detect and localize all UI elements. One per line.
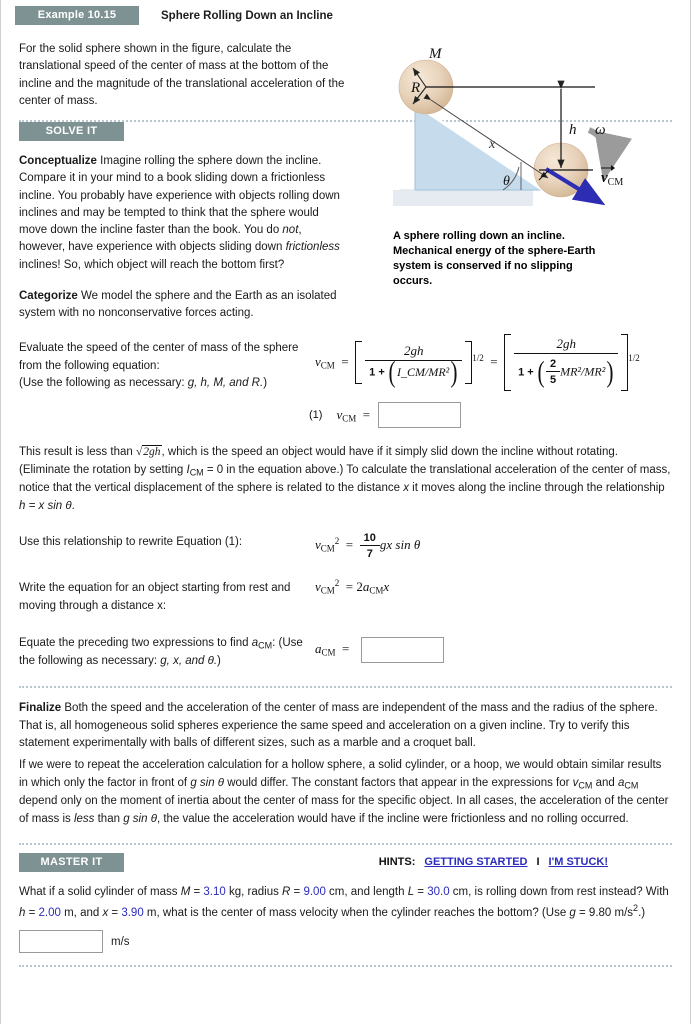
eq1-denom-one-2: 1 + (518, 366, 534, 379)
step-evaluate-prompt-2: (Use the following as necessary: (19, 376, 188, 389)
finalize-text-2d: depend only on the moment of inertia about the center of mass for the specific object. In all cases, the acceleration of the center of mass is (19, 795, 669, 825)
q-t2: = (190, 885, 204, 898)
step-rewrite-prompt: Use this relationship to rewrite Equation (1): (19, 535, 243, 548)
step-evaluate-prompt-3: ) (263, 376, 268, 389)
incline-figure-svg (393, 42, 681, 222)
q-t10: = (108, 906, 122, 919)
acm-answer-input[interactable] (361, 637, 444, 663)
step-equate-prompt (19, 633, 309, 670)
q-g-var: g (569, 906, 576, 919)
acm-label: $a_{CM}$ = (315, 640, 350, 658)
eq2-lhs-sub: CM (320, 543, 335, 554)
step-from-rest-prompt: Write the equation for an object starting from rest and moving through a distance x: (19, 582, 291, 612)
q-x-var: x (102, 906, 109, 919)
step-equate (19, 633, 690, 670)
finalize-gsin-1: g sin θ (190, 777, 225, 789)
figure-label-distance: x (489, 137, 496, 152)
equation-2: $v_{CM}^2$ = $\frac{10}{7}$ gx sin θ (315, 531, 421, 560)
finalize-gsin-2: g sin θ (123, 813, 157, 825)
eq1-lhs-sub: CM (320, 360, 335, 371)
incline-figure (393, 42, 683, 288)
equation-3: $v_{CM}^2 = 2a_{CM}x$ (315, 578, 390, 596)
categorize-text: We model the sphere and the Earth as an isolated system with no nonconservative forces acting. (19, 289, 337, 319)
hint-getting-started-link[interactable]: GETTING STARTED (424, 856, 528, 869)
categorize-lead: Categorize (19, 289, 78, 302)
eq2-lhs: v (315, 536, 321, 552)
master-it-question (19, 884, 672, 923)
equation-1-answer-row (19, 402, 690, 428)
conceptualize-paragraph (19, 153, 349, 274)
eq1-bracket-left-expr (355, 341, 472, 384)
equation-1-answer-label: $v_{CM}$ = (336, 406, 371, 424)
step-evaluate-equation (309, 334, 690, 391)
step-equate-vars: g, x, and θ. (160, 654, 218, 667)
finalize-less: less (73, 813, 95, 825)
q-t4: = (290, 885, 304, 898)
acm-var: a (315, 640, 322, 656)
eq2-ten-sevenths (360, 532, 380, 561)
step-equate-answer (309, 633, 690, 663)
conceptualize-text-1: Imagine rolling the sphere down the incline. Compare it in your mind to a book sliding down a frictionless incline. You probably have experience with objects rolling down inclines and may be tempted to think that the sphere would move down the incline faster than the book. You do (19, 155, 340, 236)
conceptualize-italic-2: frictionless (285, 241, 340, 254)
equation-1: $v_{CM}$ = $\frac{2gh}{\text{1 + ( I\_CM/MR²}}$ ) $^{1/2}$ = 2gh 1 + ( $\frac{2}{5}$ MR²/MR² ) $^{1/2}$ (315, 354, 640, 369)
figure-label-radius: R (411, 80, 421, 96)
eq1-paren-1 (388, 363, 458, 382)
q-t12: = 9.80 m/s (575, 906, 634, 919)
finalize-text-2c: and (592, 777, 618, 789)
result-note-icm-sub: CM (189, 467, 204, 478)
step-evaluate-prompt-1: Evaluate the speed of the center of mass of the sphere from the following equation: (19, 342, 299, 372)
sqrt-2gh (136, 445, 162, 458)
q-r-var: R (282, 885, 291, 898)
eq1-exponent-1: 1/2 (472, 352, 484, 363)
finalize-paragraph-2 (19, 757, 672, 829)
result-note-text-4: it moves along the incline through the relationship (408, 482, 665, 494)
eq1-fraction-1 (365, 344, 462, 381)
conceptualize-text-2: , however, have experience with objects sliding down (19, 224, 302, 254)
result-note-x: x (403, 482, 409, 494)
q-x-val: 3.90 (121, 906, 144, 919)
eq1-numerator-2: 2gh (514, 337, 618, 354)
equation-number: (1) (309, 409, 323, 421)
finalize-vcm-sub: CM (578, 780, 593, 791)
result-note-paragraph (19, 444, 672, 516)
example-header (1, 0, 690, 29)
result-note-text-2: , which is the speed an object would have if it simply slid down the incline without rotating. (Eliminate the rotation by setting (19, 446, 618, 476)
eq1-numerator: 2gh (365, 344, 462, 361)
finalize-text-2f: , the value the acceleration would have if the incline were frictionless and no rolling occurred. (156, 813, 629, 825)
eq1-denom-one: 1 + (369, 366, 385, 379)
example-intro-text: For the solid sphere shown in the figure, calculate the translational speed of the center of mass at the bottom of the incline and the magnitude of the translational acceleration of the center of mass. (19, 43, 345, 107)
example-number-badge: Example 10.15 (15, 6, 139, 25)
acm-sub: CM (321, 647, 336, 658)
finalize-acm: a (618, 777, 625, 789)
finalize-vcm: v (572, 777, 579, 789)
eq3-x: x (383, 579, 390, 595)
hints-group (379, 856, 608, 868)
q-h-var: h (19, 906, 26, 919)
eq1-lhs: v (315, 353, 321, 369)
q-l-var: L (407, 885, 415, 898)
eq1-bracket-right-expr (504, 334, 628, 391)
q-t1: What if a solid cylinder of mass (19, 885, 181, 898)
categorize-paragraph (19, 288, 349, 323)
result-note-icm: I (186, 463, 190, 476)
q-r-val: 9.00 (303, 885, 326, 898)
eq1-icm-over-mr2: I_CM/MR² (397, 364, 450, 379)
example-title: Sphere Rolling Down an Incline (161, 9, 333, 22)
q-m-var: M (180, 885, 191, 898)
hint-separator: I (536, 856, 540, 869)
step-from-rest (19, 578, 690, 615)
figure-label-height: h (569, 122, 577, 138)
eq2-frac-num: 10 (360, 532, 380, 546)
solve-it-badge: SOLVE IT (19, 122, 124, 141)
eq1-fraction-2 (514, 337, 618, 388)
step-evaluate (19, 338, 690, 392)
divider-2 (19, 686, 672, 688)
q-t3: kg, radius (225, 885, 283, 898)
conceptualize-italic-1: not (282, 224, 299, 236)
figure-label-mass: M (429, 46, 442, 62)
finalize-text-1: Both the speed and the acceleration of the center of mass are independent of the mass and the radius of the sphere. That is, all homogeneous solid spheres experience the same speed and acceleration on a given incline. Try to verify this statement experimentally with balls of different sizes, such as a marble and a croquet ball. (19, 701, 658, 750)
step-equate-prompt-1: Equate the preceding two expressions to find (19, 636, 252, 649)
eq1-mr2-over-mr2: MR²/MR² (560, 364, 606, 379)
step-equate-prompt-var-sub: CM (258, 640, 273, 650)
eq3-a-sub: CM (369, 585, 384, 596)
master-it-answer-row (19, 930, 690, 953)
step-equate-prompt-2: : (Use the following as necessary: (19, 636, 303, 667)
finalize-acm-sub: CM (624, 780, 639, 791)
divider-3 (19, 843, 672, 845)
master-it-answer-input[interactable] (19, 930, 103, 953)
eq3-a: a (362, 579, 370, 595)
eq3-lhs: v (315, 579, 321, 595)
conceptualize-text-3: inclines! So, which object will reach the bottom first? (19, 258, 285, 271)
eq2-frac-den: 7 (366, 547, 373, 560)
eq1-paren-2 (537, 356, 614, 389)
conceptualize-lead: Conceptualize (19, 155, 97, 167)
q-m-val: 3.10 (203, 885, 226, 898)
master-it-answer-unit: m/s (111, 935, 130, 948)
figure-label-velocity: $v_{CM}$ (601, 170, 624, 188)
eq1-two-fifths (546, 358, 560, 387)
step-evaluate-vars: g, h, M, and R. (187, 376, 264, 389)
eq3-lhs-exp: 2 (334, 578, 340, 589)
q-h-val: 2.00 (38, 906, 61, 919)
eq1-answer-var: v (336, 406, 343, 422)
master-it-badge: MASTER IT (19, 853, 124, 872)
finalize-paragraph-1 (19, 700, 672, 753)
step-equate-prompt-var: a (251, 636, 259, 649)
eq1-answer-sub: CM (342, 413, 357, 424)
hints-label: HINTS: (378, 856, 416, 869)
result-note-text-5: . (71, 499, 75, 512)
sqrt-symbol: √ (135, 446, 143, 458)
master-it-row (19, 853, 690, 872)
q-t8: = (25, 906, 39, 919)
figure-caption: A sphere rolling down an incline. Mechanical energy of the sphere-Earth system is conserved if no slipping occurs. (393, 230, 596, 287)
result-note-relationship: h = x sin θ (19, 499, 72, 512)
step-from-rest-equation (309, 578, 690, 595)
q-g-exp: 2 (633, 902, 639, 913)
sqrt-content: 2gh (143, 446, 161, 458)
divider-4 (19, 965, 672, 967)
q-t11: m, what is the center of mass velocity when the cylinder reaches the bottom? (Use (143, 906, 570, 919)
step-equate-prompt-3: ) (217, 654, 221, 667)
q-l-val: 30.0 (427, 885, 450, 898)
figure-label-angle: θ (503, 174, 510, 189)
eq1-two-fifths-den: 5 (549, 374, 557, 387)
step-rewrite-equation (309, 532, 690, 561)
finalize-text-2b: would differ. The constant factors that appear in the expressions for (224, 777, 573, 789)
eq1-denominator (365, 361, 462, 382)
eq1-two-fifths-num: ( 2 (546, 358, 560, 372)
step-rewrite (19, 532, 690, 561)
result-note-text-1: This result is less than (19, 446, 136, 458)
eq2-rhs: gx sin θ (379, 536, 421, 552)
step-evaluate-prompt (19, 338, 309, 392)
q-t5: cm, and length (325, 885, 408, 898)
figure-label-omega: ω (595, 122, 606, 138)
result-note-text-3: = 0 in the equation above.) To calculate the translational acceleration of the center of mass, notice that the vertical displacement of the sphere is related to the distance (19, 463, 671, 494)
q-t7: cm, is rolling down from rest instead? With (449, 885, 669, 898)
hint-im-stuck-link[interactable]: I'M STUCK! (548, 856, 608, 869)
q-t13: .) (638, 906, 646, 919)
eq2-lhs-exp: 2 (334, 535, 340, 546)
eq1-exponent-2: 1/2 (628, 352, 640, 363)
finalize-lead: Finalize (19, 701, 62, 714)
finalize-text-2e: than (94, 813, 124, 825)
eq1-denominator-2 (514, 354, 618, 389)
q-t6: = (414, 885, 428, 898)
eq3-lhs-sub: CM (320, 585, 335, 596)
q-t9: m, and (60, 906, 103, 919)
finalize-text-2a: If we were to repeat the acceleration calculation for a hollow sphere, a solid cylinder, or a hoop, we would obtain similar results in which only the factor in front of (19, 759, 662, 789)
vcm-answer-input[interactable] (378, 402, 461, 428)
